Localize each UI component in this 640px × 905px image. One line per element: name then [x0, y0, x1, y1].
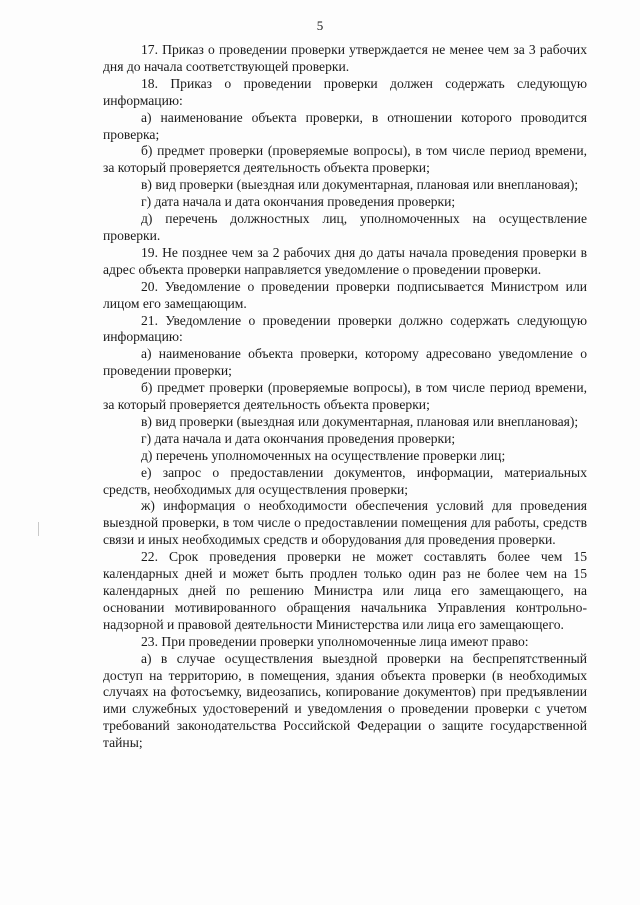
paragraph-18-v: в) вид проверки (выездная или документарная, плановая или внеплановая);: [141, 177, 579, 193]
paragraph-22: 22. Срок проведения проверки не может составлять более чем 15 календарных дней и может быть продлен только один раз не более чем на 15 календарных дней по решению Министра или лица его замещающего, на основании мотивированного обращения начальника Управления контрольно-надзорной и правовой деятельности Министерства или лица его замещающего.: [103, 549, 587, 632]
paragraph-18-g: г) дата начала и дата окончания проведения проверки;: [141, 194, 456, 210]
paragraph-20: 20. Уведомление о проведении проверки подписывается Министром или лицом его замещающим.: [103, 278, 587, 311]
paragraph-21-d: д) перечень уполномоченных на осуществление проверки лиц;: [141, 447, 506, 463]
paragraph-21-e: е) запрос о предоставлении документов, информации, материальных средств, необходимых для осуществления проверки;: [103, 464, 587, 497]
paragraph-18-a: а) наименование объекта проверки, в отношении которого проводится проверка;: [103, 109, 587, 142]
paragraph-18-d: д) перечень должностных лиц, уполномоченных на осуществление проверки.: [103, 211, 587, 243]
paragraph-21-zh: ж) информация о необходимости обеспечения условий для проведения выездной проверки, в том числе о предоставлении помещения для работы, средств связи и иных необходимых средств и оборудования для проведения проверки.: [103, 498, 587, 548]
paragraph-21-g: г) дата начала и дата окончания проведения проверки;: [141, 430, 456, 446]
document-body: [103, 42, 587, 752]
page-number: 5: [316, 18, 324, 33]
paragraph-21-a: а) наименование объекта проверки, которому адресовано уведомление о проведении проверки;: [103, 346, 587, 379]
paragraph-23-a: а) в случае осуществления выездной проверки на беспрепятственный доступ на территорию, в помещения, здания объекта проверки (в необходимых случаях на фотосъемку, видеозапись, копирование документов) при предъявлении ими служебных удостоверений и уведомления о проведении проверки с учетом требований законодательства Российской Федерации о защите государственной тайны;: [103, 650, 587, 751]
paragraph-19: 19. Не позднее чем за 2 рабочих дня до даты начала проведения проверки в адрес объекта проверки направляется уведомление о проведении проверки.: [103, 244, 587, 277]
paragraph-18-b: б) предмет проверки (проверяемые вопросы), в том числе период времени, за который проверяется деятельность объекта проверки;: [103, 143, 587, 176]
paragraph-21-b: б) предмет проверки (проверяемые вопросы), в том числе период времени, за который проверяется деятельность объекта проверки;: [103, 380, 587, 413]
paragraph-21: 21. Уведомление о проведении проверки должно содержать следующую информацию:: [103, 312, 587, 345]
paragraph-18: 18. Приказ о проведении проверки должен содержать следующую информацию:: [103, 75, 587, 108]
paragraph-23: 23. При проведении проверки уполномоченные лица имеют право:: [141, 633, 529, 649]
paragraph-21-v: в) вид проверки (выездная или документарная, плановая или внеплановая);: [141, 413, 579, 429]
scan-artifact: [38, 522, 39, 536]
paragraph-17: 17. Приказ о проведении проверки утверждается не менее чем за 3 рабочих дня до начала соответствующей проверки.: [103, 42, 587, 74]
